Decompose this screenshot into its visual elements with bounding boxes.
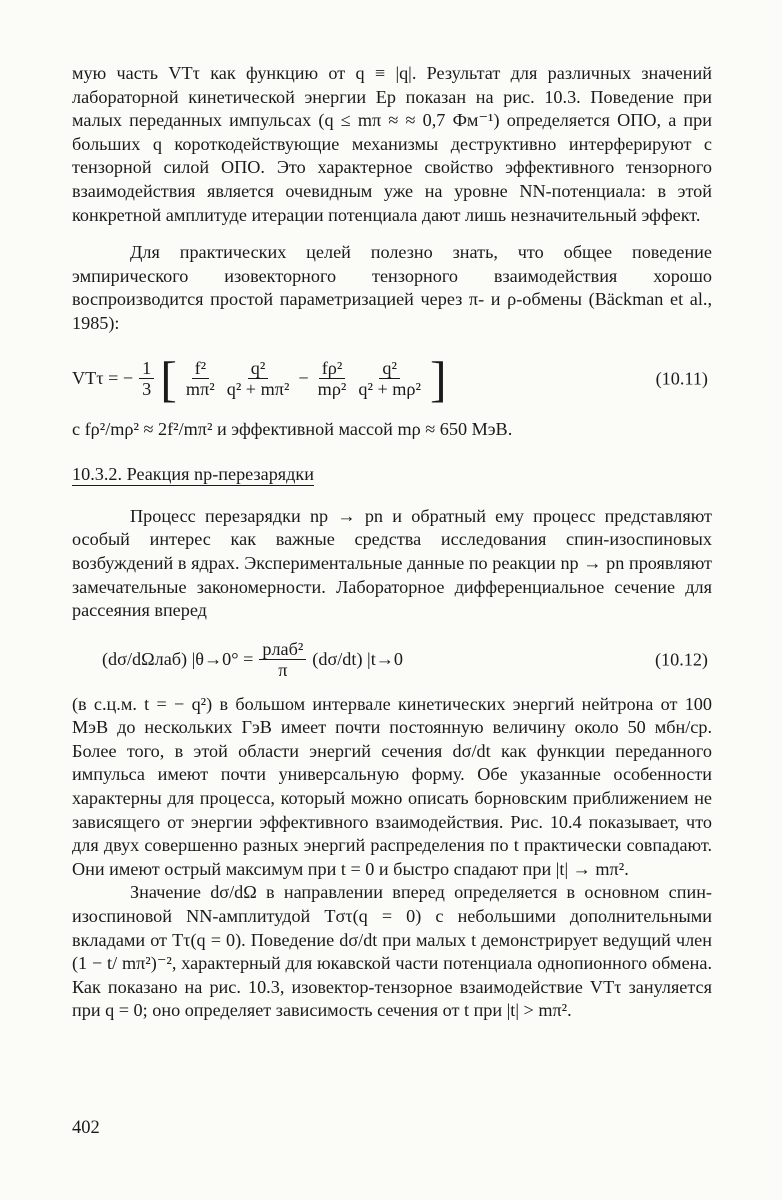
paragraph-3: с fρ²/mρ² ≈ 2f²/mπ² и эффективной массой mρ ≈ 650 МэВ.	[72, 418, 513, 439]
paragraph-5: (в с.ц.м. t = − q²) в большом интервале кинетических энергий нейтрона от 100 МэВ до нескольких ГэВ имеет почти постоянную величину около 50 мбн/ср. Более того, в этой области энергий сечения dσ/dt как функции переданного импульса имеют почти универсальную форму. Обе указанные особенности характерны для процесса, который можно описать борновским приближением не зависящего от энергии эффективного взаимодействия. Рис. 10.4 показывает, что для двух совершенно разных энергий распределения по t практически совпадают. Они имеют острый максимум при t = 0 и быстро спадают при |t| → mπ².	[72, 693, 712, 879]
paragraph-4: Процесс перезарядки np → pn и обратный ему процесс представляют особый интерес как важные средства исследования спин-изоспиновых возбуждений в ядрах. Экспериментальные данные по реакции np → pn проявляют замечательные закономерности. Лабораторное дифференциальное сечение для рассеяния вперед	[72, 505, 712, 621]
eq2-fraction: $\frac{\text{pлаб²}}{\pi}$	[259, 639, 306, 680]
eq1-coefficient: $\frac{1}{3}$	[139, 358, 154, 399]
equation-10-12	[72, 633, 712, 687]
eq1-rho-propagator: $\frac{\text{q²}}{\text{q² + mρ²}}$	[358, 358, 421, 400]
section-heading	[72, 463, 712, 487]
eq1-minus: −	[298, 368, 309, 389]
left-bracket: [	[160, 350, 177, 407]
eq2-rhs: (dσ/dt) |t→0	[312, 649, 404, 670]
page-body	[72, 62, 712, 1023]
page-number: 402	[72, 1118, 100, 1138]
paragraph-6: Значение dσ/dΩ в направлении вперед определяется в основном спин-изоспиновой NN-амплитудой Tστ(q = 0) с небольшими дополнительными вкладами от Tτ(q = 0). Поведение dσ/dt при малых t демонстрирует ведущий член (1 − t/ mπ²)⁻², характерный для юкавской части потенциала однопионного обмена. Как показано на рис. 10.3, изовектор-тензорное взаимодействие VTτ зануляется при q = 0; оно определяет зависимость сечения от t при |t| > mπ².	[72, 882, 712, 1021]
equation-number-10-12: (10.12)	[654, 649, 708, 670]
eq2-lhs: (dσ/dΩлаб) |θ→0° =	[102, 649, 254, 670]
section-title: 10.3.2. Реакция np-перезарядки	[72, 464, 314, 485]
eq1-lhs: VTτ = −	[72, 368, 134, 389]
eq1-pion-propagator: $\frac{\text{q²}}{\text{q² + mπ²}}$	[226, 358, 290, 400]
paragraph-2: Для практических целей полезно знать, что общее поведение эмпирического изовекторного тензорного взаимодействия хорошо воспроизводится простой параметризацией через π- и ρ-обмены (Bäckman et al., 1985):	[72, 242, 712, 333]
eq1-frho-fraction: $\frac{\text{fρ²}}{\text{mρ²}}$	[317, 358, 347, 400]
equation-number-10-11: (10.11)	[655, 368, 708, 389]
right-bracket: ]	[429, 350, 447, 407]
eq1-f-fraction: $\frac{\text{f²}}{\text{mπ²}}$	[185, 358, 215, 400]
paragraph-1: мую часть VTτ как функцию от q ≡ |q|. Результат для различных значений лабораторной кинетической энергии Ep показан на рис. 10.3. Поведение при малых переданных импульсах (q ≤ mπ ≈ ≈ 0,7 Фм⁻¹) определяется ОПО, а при больших q короткодействующие механизмы деструктивно интерферируют с тензорной силой ОПО. Это характерное свойство эффективного тензорного взаимодействия является очевидным уже на уровне NN-потенциала: в этой конкретной амплитуде итерации потенциала дают лишь незначительный эффект.	[72, 63, 712, 225]
equation-10-11	[72, 346, 712, 412]
